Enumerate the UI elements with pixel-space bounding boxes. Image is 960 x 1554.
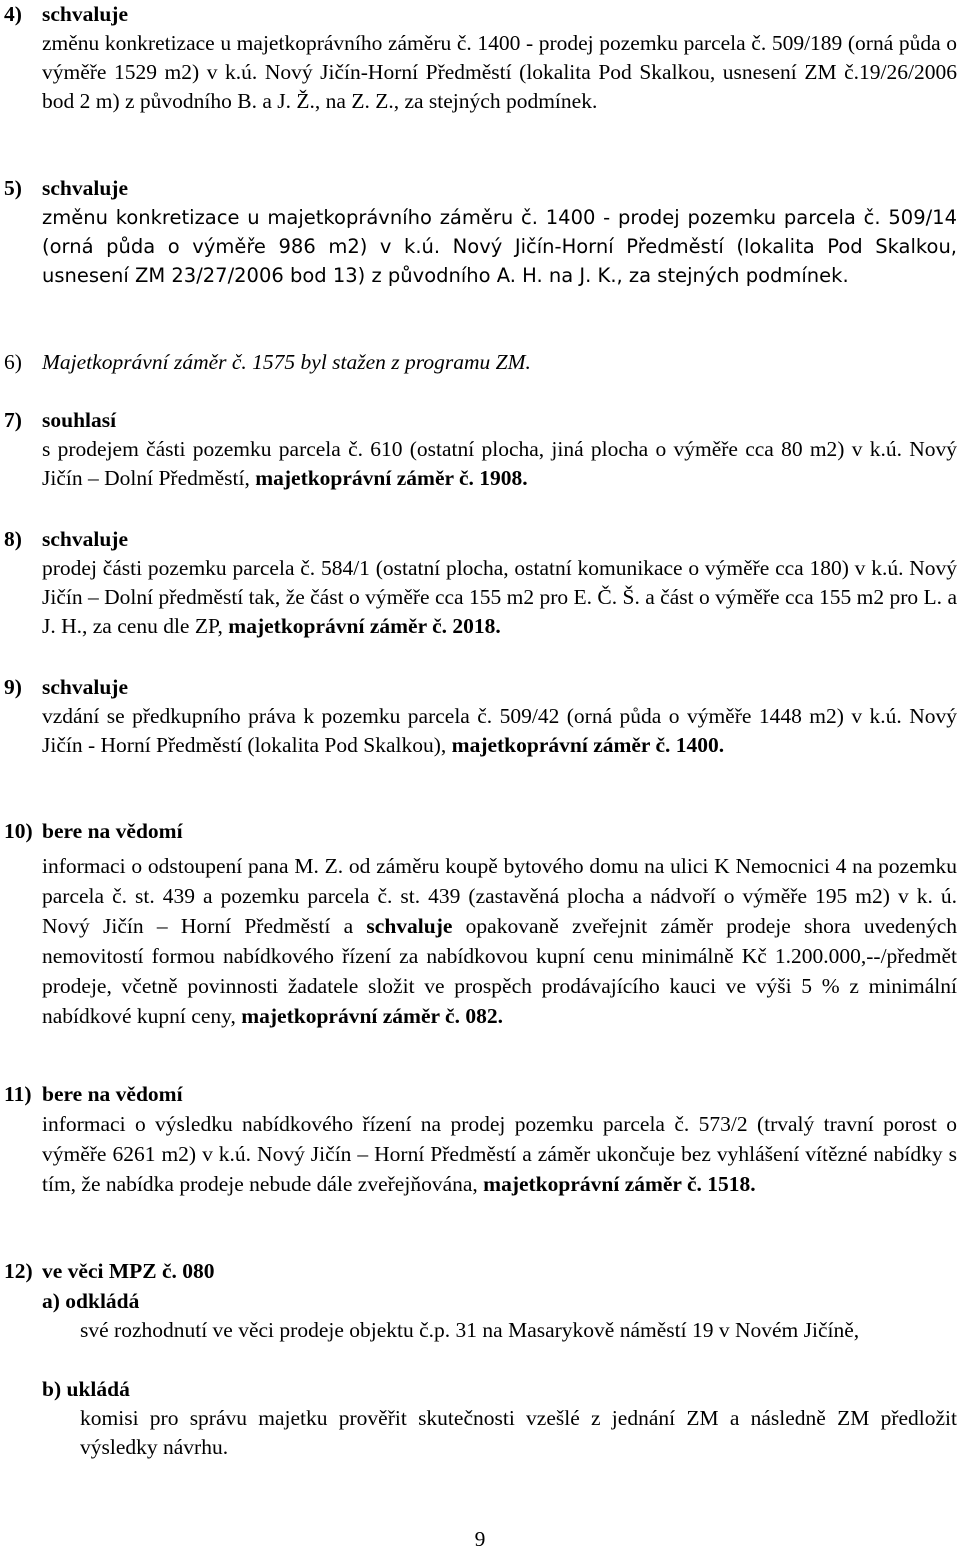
item-verb: schvaluje	[42, 527, 128, 551]
subitem-b-text: komisi pro správu majetku prověřit skutečnosti vzešlé z jednání ZM a následně ZM předložit výsledky návrhu.	[80, 1406, 957, 1459]
plan-reference: majetkoprávní záměr č. 1400.	[451, 733, 725, 757]
page-number: 9	[474, 1527, 486, 1551]
item-verb: schvaluje	[42, 176, 128, 200]
item-number: 4)	[4, 2, 22, 26]
secondary-verb: schvaluje	[366, 914, 453, 938]
plan-reference: majetkoprávní záměr č. 1908.	[255, 466, 528, 490]
plan-reference: majetkoprávní záměr č. 1518.	[483, 1172, 756, 1196]
item-number: 7)	[4, 408, 22, 432]
item-number: 6)	[4, 350, 22, 374]
item-number: 9)	[4, 675, 22, 699]
item-note: Majetkoprávní záměr č. 1575 byl stažen z programu ZM.	[42, 350, 531, 374]
item-text: prodej části pozemku parcela č. 584/1 (ostatní plocha, ostatní komunikace o výměře cca 180) v k.ú. Nový Jičín – Dolní předměstí tak, že část o výměře cca 155 m2 pro E. Č. Š. a část o výměře cca 155 m2 pro L. a J. H., za cenu dle ZP, majetkoprávní záměr č. 2018.	[42, 556, 957, 638]
item-verb: schvaluje	[42, 675, 128, 699]
subitem-b-label: b) ukládá	[42, 1377, 130, 1401]
item-number: 5)	[4, 176, 22, 200]
item-verb: bere na vědomí	[42, 819, 183, 843]
item-text: s prodejem části pozemku parcela č. 610 (ostatní plocha, jiná plocha o výměře cca 80 m2) v k.ú. Nový Jičín – Dolní Předměstí, majetkoprávní záměr č. 1908.	[42, 437, 957, 490]
item-number: 10)	[4, 819, 33, 843]
item-number: 12)	[4, 1259, 33, 1283]
subitem-a-text: své rozhodnutí ve věci prodeje objektu č.p. 31 na Masarykově náměstí 19 v Novém Jičíně,	[80, 1318, 860, 1342]
item-text: změnu konkretizace u majetkoprávního záměru č. 1400 - prodej pozemku parcela č. 509/14 (orná půda o výměře 986 m2) v k.ú. Nový Jičín-Horní Předměstí (lokalita Pod Skalkou, usnesení ZM 23/27/2006 bod 13) z původního A. H. na J. K., za stejných podmínek.	[42, 206, 957, 287]
item-verb: souhlasí	[42, 408, 117, 432]
subitem-a-label: a) odkládá	[42, 1289, 140, 1313]
item-text: vzdání se předkupního práva k pozemku parcela č. 509/42 (orná půda o výměře 1448 m2) v k.ú. Nový Jičín - Horní Předměstí (lokalita Pod Skalkou), majetkoprávní záměr č. 1400.	[42, 704, 957, 757]
item-number: 11)	[4, 1082, 32, 1106]
item-verb: schvaluje	[42, 2, 128, 26]
plan-reference: majetkoprávní záměr č. 2018.	[228, 614, 501, 638]
item-text: informaci o odstoupení pana M. Z. od záměru koupě bytového domu na ulici K Nemocnici 4 na pozemku parcela č. st. 439 a pozemku parcela č. st. 439 (zastavěná plocha a nádvoří o výměře 195 m2) v k. ú. Nový Jičín – Horní Předměstí a schvaluje opakovaně zveřejnit záměr prodeje shora uvedených nemovitostí formou nabídkového řízení za nabídkovou kupní cenu minimálně Kč 1.200.000,--/předmět prodeje, včetně povinnosti žadatele složit ve prospěch prodávajícího kauci ve výši 5 % z minimální nabídkové kupní ceny, majetkoprávní záměr č. 082.	[42, 854, 957, 1028]
item-text: informaci o výsledku nabídkového řízení na prodej pozemku parcela č. 573/2 (trvalý travní porost o výměře 6261 m2) v k.ú. Nový Jičín – Horní Předměstí a záměr ukončuje bez vyhlášení vítězné nabídky s tím, že nabídka prodeje nebude dále zveřejňována, majetkoprávní záměr č. 1518.	[42, 1112, 957, 1196]
item-verb: bere na vědomí	[42, 1082, 183, 1106]
item-text: změnu konkretizace u majetkoprávního záměru č. 1400 - prodej pozemku parcela č. 509/189 (orná půda o výměře 1529 m2) v k.ú. Nový Jičín-Horní Předměstí (lokalita Pod Skalkou, usnesení ZM č.19/26/2006 bod 2 m) z původního B. a J. Ž., na Z. Z., za stejných podmínek.	[42, 31, 957, 113]
item-number: 8)	[4, 527, 22, 551]
plan-reference: majetkoprávní záměr č. 082.	[241, 1004, 503, 1028]
item-verb: ve věci MPZ č. 080	[42, 1259, 215, 1283]
